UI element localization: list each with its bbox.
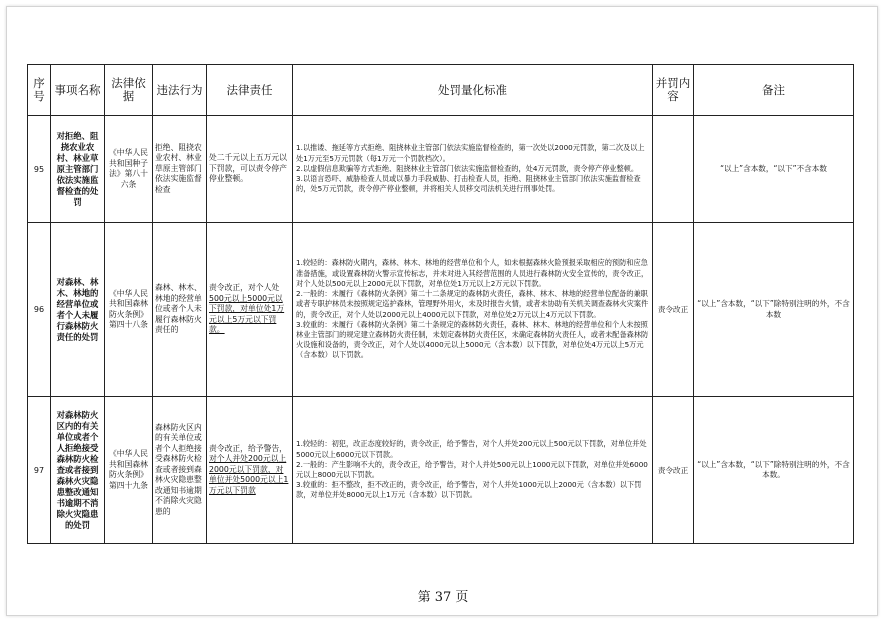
penalty-table xyxy=(27,64,854,544)
row-standard: 1.以推诿、拖延等方式拒绝、阻挠林业主管部门依法实施监督检查的，第一次处以2000元罚款，第二次及以上处1万元至5万元罚款（每1万元一个罚款档次）。 2.以虚假信息欺骗等方式拒绝、阻挠林业主管部门依法实施监督检查的，处4万元罚款，责令停产停业整顿。 3.以语言恐吓、威胁检查人员或以暴力手段威胁、打击检查人员，拒绝、阻挠林业主管部门依法实施监督检查的，处5万元罚款，责令停产停业整顿，并将相关人员移交司法机关进行刑事处罚。 xyxy=(293,116,653,223)
table-row xyxy=(28,397,854,544)
row-note: “以上”含本数，“以下”除特别注明的外，不含本数 xyxy=(694,223,854,397)
table-row xyxy=(28,223,854,397)
table-header-row xyxy=(28,65,854,116)
row-standard: 1.较轻的：森林防火期内，森林、林木、林地的经营单位和个人，如未根据森林火险预报采取相应的预防和应急准备措施，或设置森林防火警示宣传标志，并未对进入其经营范围的人员进行森林防火安全宣传的，责令改正，对个人处以500元以上2000元以下罚款，对单位处1万元以上2万元以下罚款。 2.一般的：未履行《森林防火条例》第二十二条规定的森林防火责任，森林、林木、林地的经营单位配备的兼职或者专职护林员未按照规定巡护森林，管理野外用火，未及时报告火情，或者未协助有关机关调查森林火灾案件的，责令改正，对个人处以2000元以上4000元以下罚款，对单位处2万元以上4万元以下罚款。 3.较重的：未履行《森林防火条例》第二十条规定的森林防火责任，森林、林木、林地的经营单位和个人未按照林业主管部门的规定建立森林防火责任制，未划定森林防火责任区，未确定森林防火责任人，或者未配备森林防火设施和设备的，责令改正，对个人处以4000元以上5000元（含本数）以下罚款，对单位处4万元以上5万元（含本数）以下罚款。 xyxy=(293,223,653,397)
page-number: 第 37 页 xyxy=(417,590,469,605)
row-no: 96 xyxy=(28,223,51,397)
header-penalty: 并罚内容 xyxy=(653,65,694,116)
row-basis: 《中华人民共和国森林防火条例》第四十八条 xyxy=(105,223,153,397)
header-note: 备注 xyxy=(694,65,854,116)
row-penalty: 责令改正 xyxy=(653,223,694,397)
row-resp: 责令改正，给予警告，对个人并处200元以上2000元以下罚款，对单位并处5000元以上1万元以下罚款 xyxy=(207,397,293,544)
row-note: “以上”含本数，“以下”不含本数 xyxy=(694,116,854,223)
row-no: 97 xyxy=(28,397,51,544)
row-act: 森林防火区内的有关单位或者个人拒绝接受森林防火检查或者接到森林火灾隐患整改通知书逾期不消除火灾隐患的 xyxy=(153,397,207,544)
header-item: 事项名称 xyxy=(51,65,105,116)
row-item: 对拒绝、阻挠农业农村、林业草原主管部门依法实施监督检查的处罚 xyxy=(51,116,105,223)
row-note: “以上”含本数，“以下”除特别注明的外，不含本数。 xyxy=(694,397,854,544)
row-basis: 《中华人民共和国种子法》第八十六条 xyxy=(105,116,153,223)
header-standard: 处罚量化标准 xyxy=(293,65,653,116)
row-item: 对森林、林木、林地的经营单位或者个人未履行森林防火责任的处罚 xyxy=(51,223,105,397)
row-resp: 处二千元以上五万元以下罚款，可以责令停产停业整顿。 xyxy=(207,116,293,223)
row-standard: 1.较轻的：初犯，改正态度较好的，责令改正，给予警告，对个人并处200元以上500元以下罚款，对单位并处5000元以上6000元以下罚款。 2.一般的：产生影响不大的，责令改正，给予警告，对个人并处500元以上1000元以下罚款，对单位并处6000元以上8000元以下罚款。 3.较重的：拒不整改，拒不改正的，责令改正，给予警告，对个人并处1000元以上2000元（含本数）以下罚款，对单位并处8000元以上1万元（含本数）以下罚款。 xyxy=(293,397,653,544)
row-act: 拒绝、阻挠农业农村、林业草原主管部门依法实施监督检查 xyxy=(153,116,207,223)
header-no: 序号 xyxy=(28,65,51,116)
header-act: 违法行为 xyxy=(153,65,207,116)
row-item: 对森林防火区内的有关单位或者个人拒绝接受森林防火检查或者接到森林火灾隐患整改通知书逾期不消除火灾隐患的处罚 xyxy=(51,397,105,544)
table-row xyxy=(28,116,854,223)
row-no: 95 xyxy=(28,116,51,223)
row-penalty: 责令改正 xyxy=(653,397,694,544)
row-act: 森林、林木、林地的经营单位或者个人未履行森林防火责任的 xyxy=(153,223,207,397)
header-basis: 法律依据 xyxy=(105,65,153,116)
header-resp: 法律责任 xyxy=(207,65,293,116)
row-basis: 《中华人民共和国森林防火条例》第四十九条 xyxy=(105,397,153,544)
row-resp: 责令改正，对个人处500元以上5000元以下罚款，对单位处1万元以上5万元以下罚款。 xyxy=(207,223,293,397)
row-penalty xyxy=(653,116,694,223)
